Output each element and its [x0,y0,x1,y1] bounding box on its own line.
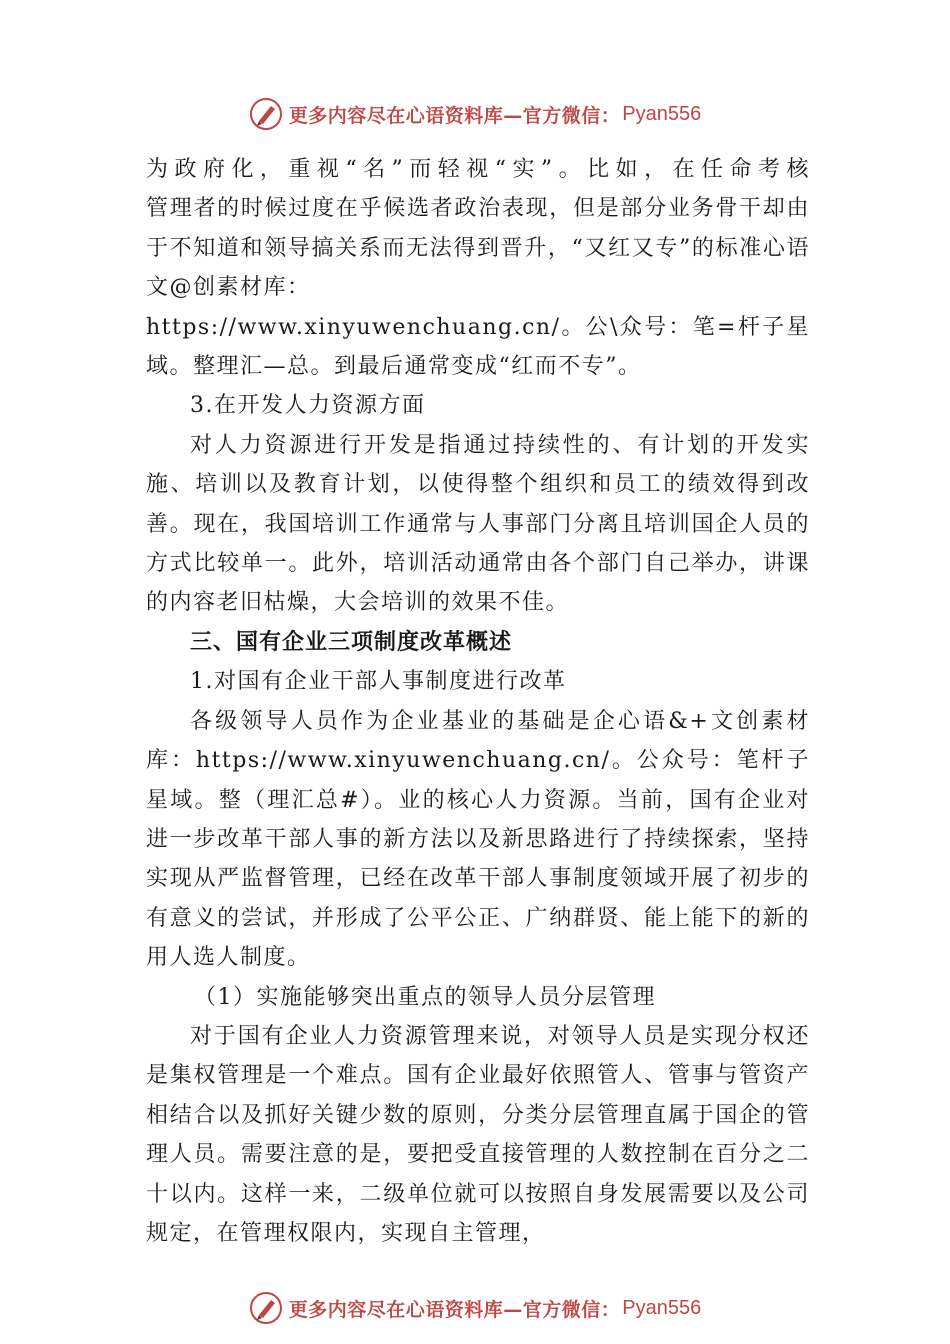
header-watermark [0,94,950,134]
paragraph-url: https://www.xinyuwenchuang.cn/。公\众号：笔=杆子星域。整理汇—总。到最后通常变成“红而不专”。 [146,314,810,380]
sub-item-title: （1）实施能够突出重点的领导人员分层管理 [194,984,656,1010]
item-title: 1.对国有企业干部人事制度进行改革 [190,669,567,695]
banner-text: 更多内容尽在心语资料库—官方微信： [288,1298,621,1321]
banner-account: Pyan556 [622,102,702,125]
item-title: 3.在开发人力资源方面 [190,393,426,419]
paragraph: 对于国有企业人力资源管理来说，对领导人员是实现分权还是集权管理是一个难点。国有企业最好依照管人、管事与管资产相结合以及抓好关键少数的原则，分类分层管理直属于国企的管理人员。需要注意的是，要把受直接管理的人数控制在百分之二十以内。这样一来，二级单位就可以按照自身发展需要以及公司规定，在管理权限内，实现自主管理， [146,1023,810,1246]
document-body [146,150,810,1253]
footer-watermark [0,1288,950,1328]
paragraph: 对人力资源进行开发是指通过持续性的、有计划的开发实施、培训以及教育计划，以使得整个组织和员工的绩效得到改善。现在，我国培训工作通常与人事部门分离且培训国企人员的方式比较单一。此外，培训活动通常由各个部门自己举办，讲课的内容老旧枯燥，大会培训的效果不佳。 [146,432,810,616]
paragraph-line: 为政府化，重视“名”而轻视“实”。比如，在任命考核 [146,157,810,182]
paragraph: 各级领导人员作为企业基业的基础是企心语&+文创素材库：https://www.xinyuwenchuang.cn/。公众号：笔杆子星域。整（理汇总#）。业的核心人力资源。当前，国有企业对进一步改革干部人事的新方法以及新思路进行了持续探索，坚持实现从严监督管理，已经在改革干部人事制度领域开展了初步的有意义的尝试，并形成了公平公正、广纳群贤、能上能下的新的用人选人制度。 [146,708,810,971]
banner-account: Pyan556 [622,1296,702,1319]
pen-logo-icon [249,97,283,131]
section-heading: 三、国有企业三项制度改革概述 [190,629,513,655]
banner-text: 更多内容尽在心语资料库—官方微信： [288,104,621,127]
pen-logo-icon [249,1291,283,1325]
paragraph: 管理者的时候过度在乎候选者政治表现，但是部分业务骨干却由于不知道和领导搞关系而无法得到晋升，“又红又专”的标准心语文@创素材库： [146,196,810,301]
